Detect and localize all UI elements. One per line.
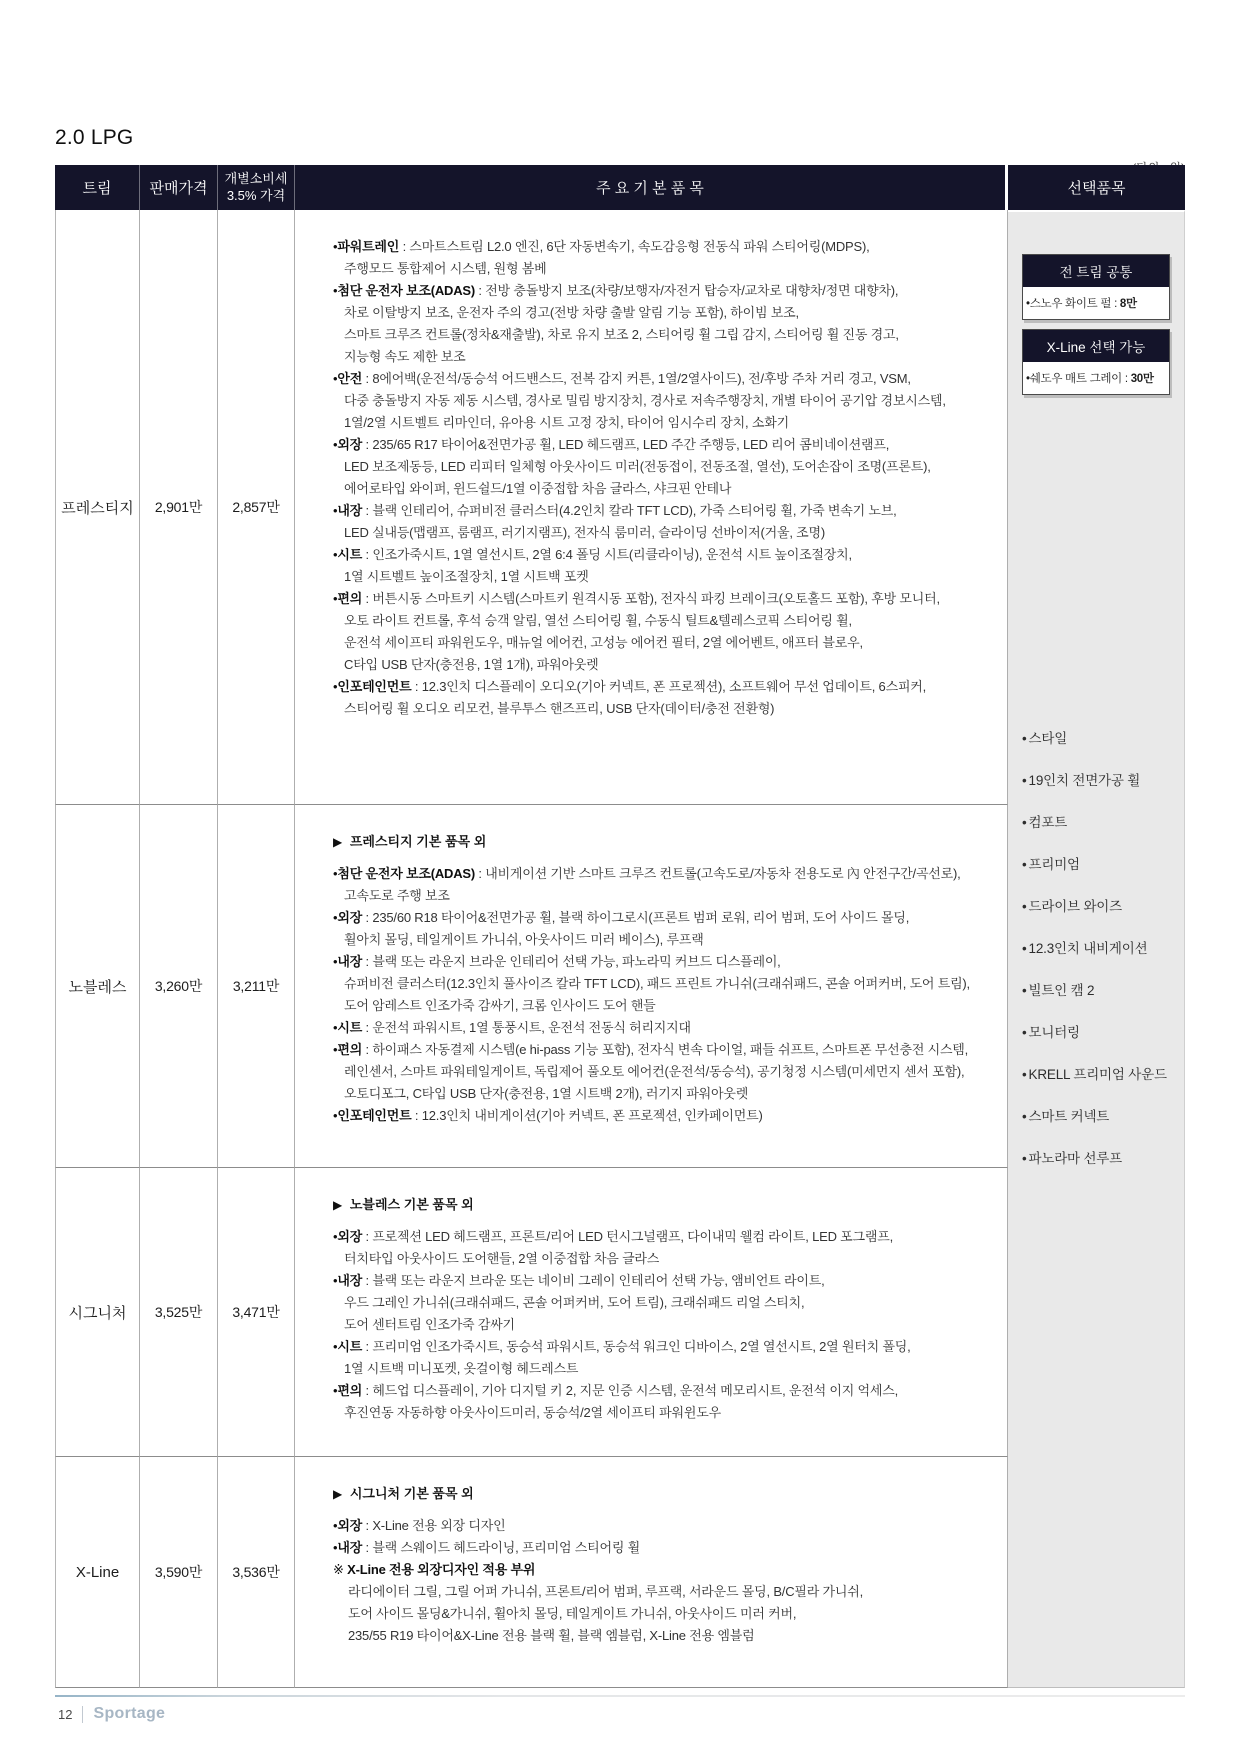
header-trim: 트림 <box>55 165 140 210</box>
header-features: 주 요 기 본 품 목 <box>295 165 1008 210</box>
trim-name: X-Line <box>55 1457 140 1688</box>
options-panel <box>1008 210 1185 1688</box>
feature-line: 도어 사이드 몰딩&가니쉬, 휠아치 몰딩, 테일게이트 가니쉬, 아웃사이드 미러 커버, <box>348 1606 797 1621</box>
trim-name: 노블레스 <box>55 805 140 1168</box>
feature-item <box>333 1017 1003 1039</box>
badge-price: 30만 <box>1130 373 1154 385</box>
feature-item <box>333 907 1003 951</box>
feature-item <box>333 1336 1003 1380</box>
feature-line: 에어로타입 와이퍼, 윈드쉴드/1열 이중접합 차음 글라스, 샤크핀 안테나 <box>344 481 732 496</box>
feature-line: 다중 충돌방지 자동 제동 시스템, 경사로 밀림 방지장치, 경사로 저속주행장치, 개별 타이어 공기압 경보시스템, <box>344 393 946 408</box>
feature-line: 고속도로 주행 보조 <box>344 888 450 903</box>
header-price: 판매가격 <box>140 165 218 210</box>
option-item: • KRELL 프리미엄 사운드 <box>1022 1067 1167 1082</box>
feature-line: •외장 : 프로젝션 LED 헤드램프, 프론트/리어 LED 턴시그널램프, 다이내믹 웰컴 라이트, LED 포그램프, <box>333 1229 894 1244</box>
trim-tax-price: 3,211만 <box>218 805 295 1168</box>
feature-line: 차로 이탈방지 보조, 운전자 주의 경고(전방 차량 출발 알림 기능 포함), 하이빔 보조, <box>344 305 799 320</box>
feature-line: •시트 : 운전석 파워시트, 1열 통풍시트, 운전석 전동식 허리지지대 <box>333 1020 691 1035</box>
trim-sale-price: 3,590만 <box>140 1457 218 1688</box>
feature-item <box>333 236 1003 280</box>
feature-line: •내장 : 블랙 스웨이드 헤드라이닝, 프리미엄 스티어링 휠 <box>333 1540 640 1555</box>
feature-line: 휠아치 몰딩, 테일게이트 가니쉬, 아웃사이드 미러 베이스), 루프랙 <box>344 932 704 947</box>
option-item: • 빌트인 캠 2 <box>1022 983 1095 998</box>
header-options: 선택품목 <box>1008 165 1185 210</box>
badge-sep: : <box>1122 373 1131 385</box>
feature-line: •첨단 운전자 보조(ADAS) : 전방 충돌방지 보조(차량/보행자/자전거 탑승자/교차로 대향차/정면 대향차), <box>333 283 899 298</box>
trim-features <box>295 1168 1008 1457</box>
feature-line: •편의 : 헤드업 디스플레이, 기아 디지털 키 2, 지문 인증 시스템, 운전석 메모리시트, 운전석 이지 억세스, <box>333 1383 899 1398</box>
feature-line: 오토디포그, C타입 USB 단자(충전용, 1열 시트백 2개), 러기지 파워아웃렛 <box>344 1086 749 1101</box>
feature-item <box>333 863 1003 907</box>
feature-item <box>333 1515 1003 1537</box>
option-item: • 스마트 커넥트 <box>1022 1109 1110 1124</box>
feature-line: •외장 : 235/65 R17 타이어&전면가공 휠, LED 헤드램프, LED 주간 주행등, LED 리어 콤비네이션램프, <box>333 437 890 452</box>
feature-item <box>333 676 1003 720</box>
header-tax-price <box>218 165 295 210</box>
option-item: • 19인치 전면가공 휠 <box>1022 773 1141 788</box>
feature-line: •외장 : 235/60 R18 타이어&전면가공 휠, 블랙 하이그로시(프론트 범퍼 로워, 리어 범퍼, 도어 사이드 몰딩, <box>333 910 910 925</box>
feature-line: •내장 : 블랙 또는 라운지 브라운 인테리어 선택 가능, 파노라믹 커브드 디스플레이, <box>333 954 781 969</box>
option-item: • 드라이브 와이즈 <box>1022 899 1122 914</box>
feature-item <box>333 1559 1003 1647</box>
feature-item <box>333 1537 1003 1559</box>
trim-tax-price: 3,471만 <box>218 1168 295 1457</box>
feature-line: •인포테인먼트 : 12.3인치 내비게이션(기아 커넥트, 폰 프로젝션, 인카페이먼트) <box>333 1108 763 1123</box>
footer-rule <box>55 1695 1185 1697</box>
badge-sep: : <box>1111 298 1120 310</box>
feature-item <box>333 368 1003 434</box>
header-tax-line2: 3.5% 가격 <box>226 187 286 203</box>
feature-item <box>333 1380 1003 1424</box>
option-item: • 12.3인치 내비게이션 <box>1022 941 1148 956</box>
feature-line: •첨단 운전자 보조(ADAS) : 내비게이션 기반 스마트 크루즈 컨트롤(고속도로/자동차 전용도로 內 안전구간/곡선로), <box>333 866 961 881</box>
feature-item <box>333 544 1003 588</box>
feature-line: 후진연동 자동하향 아웃사이드미러, 동승석/2열 세이프티 파워윈도우 <box>344 1405 721 1420</box>
bullet-glyph: • <box>1026 298 1030 310</box>
feature-line: C타입 USB 단자(충전용, 1열 1개), 파워아웃렛 <box>344 657 599 672</box>
feature-line: 스마트 크루즈 컨트롤(정차&재출발), 차로 유지 보조 2, 스티어링 휠 그립 감지, 스티어링 휠 진동 경고, <box>344 327 899 342</box>
features-intro: ▶ 프레스티지 기본 품목 외 <box>333 834 487 849</box>
feature-line: 도어 암레스트 인조가죽 감싸기, 크롬 인사이드 도어 핸들 <box>344 998 656 1013</box>
feature-line: 주행모드 통합제어 시스템, 원형 봄베 <box>344 261 547 276</box>
feature-line: 1열 시트벨트 높이조절장치, 1열 시트백 포켓 <box>344 569 589 584</box>
feature-line: 도어 센터트림 인조가죽 감싸기 <box>344 1317 515 1332</box>
bullet-glyph: • <box>1026 373 1030 385</box>
feature-item <box>333 1270 1003 1336</box>
feature-line: •외장 : X-Line 전용 외장 디자인 <box>333 1518 506 1533</box>
trim-features <box>295 805 1008 1168</box>
badge-all-trims-body <box>1023 287 1169 319</box>
trim-tax-price: 3,536만 <box>218 1457 295 1688</box>
feature-line: 235/55 R19 타이어&X-Line 전용 블랙 휠, 블랙 엠블럼, X-Line 전용 엠블럼 <box>348 1628 755 1643</box>
trim-name: 시그니처 <box>55 1168 140 1457</box>
footer <box>58 1705 165 1723</box>
trim-sale-price: 3,260만 <box>140 805 218 1168</box>
features-intro: ▶ 노블레스 기본 품목 외 <box>333 1197 474 1212</box>
badge-xline-body <box>1023 362 1169 394</box>
feature-line: 라디에이터 그릴, 그릴 어퍼 가니쉬, 프론트/리어 범퍼, 루프랙, 서라운드 몰딩, B/C필라 가니쉬, <box>348 1584 864 1599</box>
brand-name: Sportage <box>93 1705 166 1722</box>
trim-sale-price: 2,901만 <box>140 210 218 805</box>
feature-item <box>333 1226 1003 1270</box>
badge-item: 쉐도우 매트 그레이 <box>1029 373 1122 385</box>
feature-line: 스티어링 휠 오디오 리모컨, 블루투스 핸즈프리, USB 단자(데이터/충전 전환형) <box>344 701 775 716</box>
trim-name: 프레스티지 <box>55 210 140 805</box>
option-item: • 파노라마 선루프 <box>1022 1151 1122 1166</box>
feature-item <box>333 434 1003 500</box>
spec-table <box>55 165 1185 1688</box>
footer-divider <box>82 1706 83 1723</box>
option-item: • 스타일 <box>1022 731 1068 746</box>
feature-line: 슈퍼비전 클러스터(12.3인치 풀사이즈 칼라 TFT LCD), 패드 프린트 가니쉬(크래쉬패드, 콘솔 어퍼커버, 도어 트림), <box>344 976 970 991</box>
badge-all-trims-title: 전 트림 공통 <box>1023 255 1169 287</box>
feature-line: •시트 : 인조가죽시트, 1열 열선시트, 2열 6:4 폴딩 시트(리클라이닝), 운전석 시트 높이조절장치, <box>333 547 852 562</box>
header-tax-line1: 개별소비세 <box>224 170 288 186</box>
trim-tax-price: 2,857만 <box>218 210 295 805</box>
feature-line: •내장 : 블랙 또는 라운지 브라운 또는 네이비 그레이 인테리어 선택 가능, 앰비언트 라이트, <box>333 1273 825 1288</box>
badge-xline-title: X-Line 선택 가능 <box>1023 330 1169 362</box>
feature-line: •편의 : 버튼시동 스마트키 시스템(스마트키 원격시동 포함), 전자식 파킹 브레이크(오토홀드 포함), 후방 모니터, <box>333 591 940 606</box>
option-item: • 모니터링 <box>1022 1025 1080 1040</box>
feature-line: 1열/2열 시트벨트 리마인더, 유아용 시트 고정 장치, 타이어 임시수리 장치, 소화기 <box>344 415 789 430</box>
feature-item <box>333 951 1003 1017</box>
feature-line: 우드 그레인 가니쉬(크래쉬패드, 콘솔 어퍼커버, 도어 트림), 크래쉬패드 리얼 스티치, <box>344 1295 805 1310</box>
feature-line: •인포테인먼트 : 12.3인치 디스플레이 오디오(기아 커넥트, 폰 프로젝션), 소프트웨어 무선 업데이트, 6스피커, <box>333 679 927 694</box>
feature-line: 운전석 세이프티 파워윈도우, 매뉴얼 에어컨, 고성능 에어컨 필터, 2열 에어벤트, 애프터 블로우, <box>344 635 863 650</box>
trim-features <box>295 1457 1008 1688</box>
trim-sale-price: 3,525만 <box>140 1168 218 1457</box>
feature-line: 오토 라이트 컨트롤, 후석 승객 알림, 열선 스티어링 휠, 수동식 틸트&텔레스코픽 스티어링 휠, <box>344 613 852 628</box>
feature-item <box>333 1039 1003 1105</box>
feature-line: •시트 : 프리미엄 인조가죽시트, 동승석 파워시트, 동승석 워크인 디바이스, 2열 열선시트, 2열 원터치 폴딩, <box>333 1339 911 1354</box>
feature-line: 터치타입 아웃사이드 도어핸들, 2열 이중접합 차음 글라스 <box>344 1251 660 1266</box>
feature-line: •파워트레인 : 스마트스트림 L2.0 엔진, 6단 자동변속기, 속도감응형 전동식 파워 스티어링(MDPS), <box>333 239 870 254</box>
feature-line: 지능형 속도 제한 보조 <box>344 349 466 364</box>
feature-item <box>333 588 1003 676</box>
feature-line: ※ X-Line 전용 외장디자인 적용 부위 <box>333 1562 536 1577</box>
options-list <box>1022 728 1178 1190</box>
badge-item: 스노우 화이트 펄 <box>1029 298 1112 310</box>
page-number: 12 <box>58 1706 73 1722</box>
feature-item <box>333 1105 1003 1127</box>
option-item: • 프리미엄 <box>1022 857 1080 872</box>
badge-price: 8만 <box>1119 298 1137 310</box>
feature-line: 1열 시트백 미니포켓, 옷걸이형 헤드레스트 <box>344 1361 579 1376</box>
feature-line: LED 보조제동등, LED 리피터 일체형 아웃사이드 미러(전동접이, 전동조절, 열선), 도어손잡이 조명(프론트), <box>344 459 931 474</box>
badge-xline-optional <box>1022 329 1170 395</box>
option-item: • 컴포트 <box>1022 815 1068 830</box>
feature-line: 레인센서, 스마트 파워테일게이트, 독립제어 풀오토 에어컨(운전석/동승석), 공기청정 시스템(미세먼지 센서 포함), <box>344 1064 965 1079</box>
feature-item <box>333 280 1003 368</box>
page-title: 2.0 LPG <box>55 126 134 149</box>
features-intro: ▶ 시그니처 기본 품목 외 <box>333 1486 474 1501</box>
feature-line: •편의 : 하이패스 자동결제 시스템(e hi-pass 기능 포함), 전자식 변속 다이얼, 패들 쉬프트, 스마트폰 무선충전 시스템, <box>333 1042 969 1057</box>
feature-line: LED 실내등(맵램프, 룸램프, 러기지램프), 전자식 룸미러, 슬라이딩 선바이저(거울, 조명) <box>344 525 826 540</box>
badge-all-trims <box>1022 254 1170 320</box>
trim-features <box>295 210 1008 805</box>
feature-item <box>333 500 1003 544</box>
feature-line: •내장 : 블랙 인테리어, 슈퍼비전 클러스터(4.2인치 칼라 TFT LCD), 가죽 스티어링 휠, 가죽 변속기 노브, <box>333 503 897 518</box>
feature-line: •안전 : 8에어백(운전석/동승석 어드밴스드, 전복 감지 커튼, 1열/2열사이드), 전/후방 주차 거리 경고, VSM, <box>333 371 911 386</box>
